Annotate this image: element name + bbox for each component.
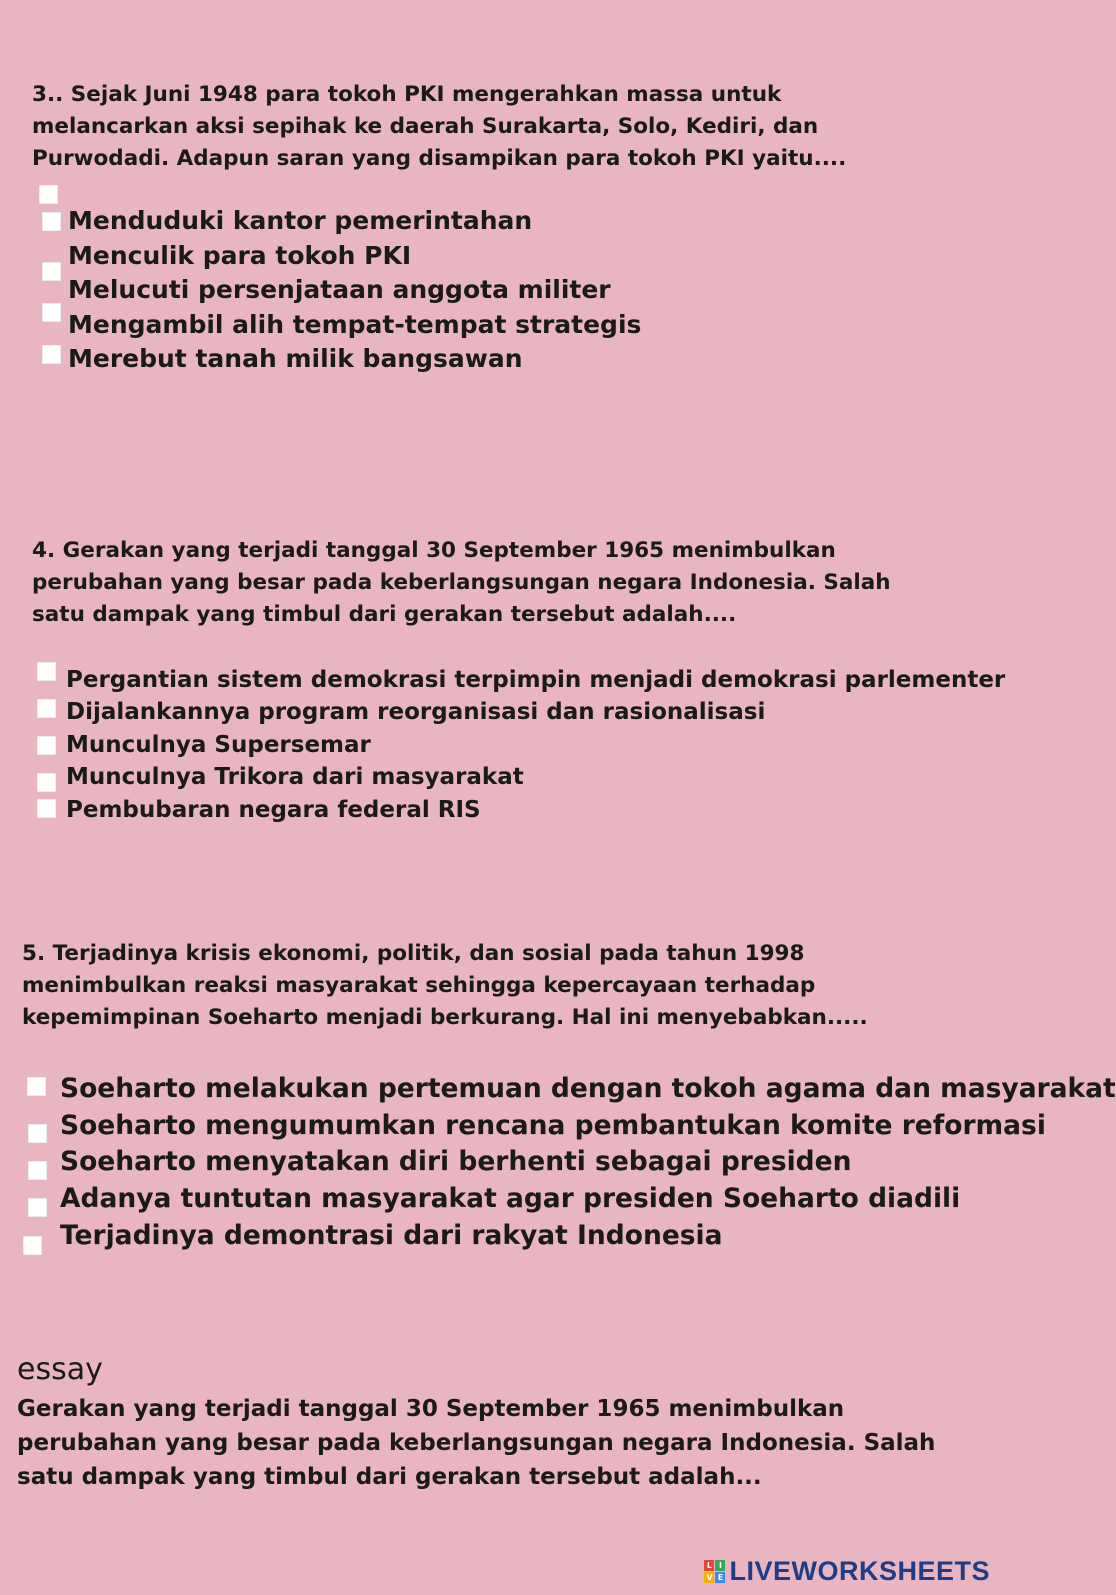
question-5-option-2: Soeharto mengumumkan rencana pembantukan komite reformasi [60,1110,1046,1141]
question-4-checkbox-1[interactable] [37,662,56,681]
question-5-option-4: Adanya tuntutan masyarakat agar presiden Soeharto diadili [60,1183,961,1214]
question-3-option-2: Menculik para tokoh PKI [68,241,412,270]
question-3-option-4: Mengambil alih tempat-tempat strategis [68,310,642,339]
question-3-option-1: Menduduki kantor pemerintahan [68,206,533,235]
question-3-option-5: Merebut tanah milik bangsawan [68,344,523,373]
question-3-checkbox-2[interactable] [42,262,61,281]
question-3-option-3: Melucuti persenjataan anggota militer [68,275,611,304]
question-5-option-5: Terjadinya demontrasi dari rakyat Indonesia [60,1220,723,1251]
question-5-option-3: Soeharto menyatakan diri berhenti sebagai presiden [60,1146,852,1177]
question-4-checkbox-5[interactable] [37,799,56,818]
question-4-checkbox-4[interactable] [37,773,56,792]
question-5-checkbox-5[interactable] [23,1236,42,1255]
question-5-checkbox-1[interactable] [27,1077,46,1096]
logo-letter: L [704,1560,714,1571]
logo-letter: I [715,1560,725,1571]
question-5-checkbox-4[interactable] [28,1198,47,1217]
question-4-option-3: Munculnya Supersemar [66,732,371,758]
question-3-checkbox-1[interactable] [42,212,61,231]
question-4-checkbox-2[interactable] [37,699,56,718]
question-3-checkbox-4[interactable] [42,345,61,364]
question-5-option-1: Soeharto melakukan pertemuan dengan tokoh agama dan masyarakat [60,1073,1116,1104]
question-5-checkbox-2[interactable] [28,1124,47,1143]
liveworksheets-brand [704,1556,990,1587]
question-4-text: 4. Gerakan yang terjadi tanggal 30 September 1965 menimbulkan perubahan yang besar pada keberlangsungan negara Indonesia. Salah satu dampak yang timbul dari gerakan tersebut adalah.... [32,538,891,627]
essay-heading: essay [17,1352,103,1387]
question-4-option-4: Munculnya Trikora dari masyarakat [66,764,524,790]
brand-name: LIVEWORKSHEETS [729,1556,990,1586]
question-5-text: 5. Terjadinya krisis ekonomi, politik, dan sosial pada tahun 1998 menimbulkan reaksi masyarakat sehingga kepercayaan terhadap kepemimpinan Soeharto menjadi berkurang. Hal ini menyebabkan..... [22,941,868,1030]
logo-letter: V [706,1573,713,1582]
question-3-checkbox-3[interactable] [42,303,61,322]
logo-letter: E [715,1572,725,1583]
question-5-checkbox-3[interactable] [28,1161,47,1180]
question-4-option-1: Pergantian sistem demokrasi terpimpin menjadi demokrasi parlementer [66,667,1006,693]
liveworksheets-logo-icon [704,1560,725,1583]
essay-question-text: Gerakan yang terjadi tanggal 30 September 1965 menimbulkan perubahan yang besar pada keberlangsungan negara Indonesia. Salah satu dampak yang timbul dari gerakan tersebut adalah... [17,1396,936,1490]
question-4-option-2: Dijalankannya program reorganisasi dan rasionalisasi [66,699,766,725]
question-3-text: 3.. Sejak Juni 1948 para tokoh PKI mengerahkan massa untuk melancarkan aksi sepihak ke daerah Surakarta, Solo, Kediri, dan Purwodadi. Adapun saran yang disampikan para tokoh PKI yaitu.... [32,82,847,171]
question-4-checkbox-3[interactable] [37,736,56,755]
question-4-option-5: Pembubaran negara federal RIS [66,797,481,823]
question-3-checkbox-blank[interactable] [39,185,58,204]
